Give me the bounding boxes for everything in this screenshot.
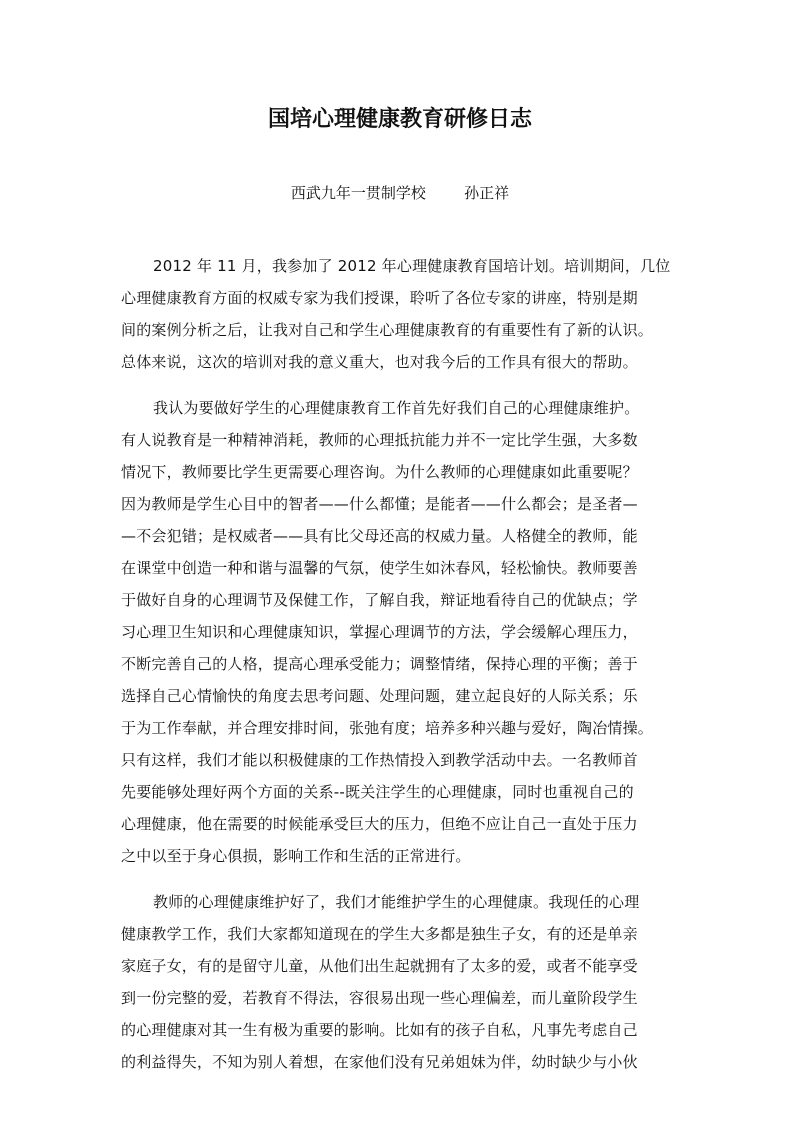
paragraph-line: 习心理卫生知识和心理健康知识，掌握心理调节的方法，学会缓解心理压力， bbox=[121, 623, 638, 641]
paragraph-line: 心理健康教育方面的权威专家为我们授课，聆听了各位专家的讲座，特别是期 bbox=[121, 289, 638, 307]
paragraph-line: 到一份完整的爱，若教育不得法，容很易出现一些心理偏差，而儿童阶段学生 bbox=[121, 989, 638, 1007]
author-name: 孙正祥 bbox=[464, 184, 510, 202]
author-byline bbox=[0, 181, 800, 205]
paragraph-line: 心理健康，他在需要的时候能承受巨大的压力，但绝不应让自己一直处于压力 bbox=[121, 815, 638, 833]
paragraph-line: 因为教师是学生心目中的智者——什么都懂；是能者——什么都会；是圣者— bbox=[121, 495, 638, 513]
paragraph-line: 间的案例分析之后，让我对自己和学生心理健康教育的有重要性有了新的认识。 bbox=[121, 321, 654, 339]
paragraph-line: 有人说教育是一种精神消耗，教师的心理抵抗能力并不一定比学生强，大多数 bbox=[121, 431, 638, 449]
paragraph-2 bbox=[121, 392, 681, 872]
paragraph-line: 于做好自身的心理调节及保健工作，了解自我，辩证地看待自己的优缺点；学 bbox=[121, 591, 638, 609]
paragraph-line: 2012 年 11 月，我参加了 2012 年心理健康教育国培计划。培训期间，几位 bbox=[153, 257, 671, 275]
paragraph-line: 只有这样，我们才能以积极健康的工作热情投入到教学活动中去。一名教师首 bbox=[121, 751, 638, 769]
document-body bbox=[121, 250, 681, 1092]
document-title: 国培心理健康教育研修日志 bbox=[267, 107, 532, 132]
paragraph-line: 教师的心理健康维护好了，我们才能维护学生的心理健康。我现任的心理 bbox=[153, 893, 640, 911]
paragraph-1 bbox=[121, 250, 681, 378]
paragraph-line: 先要能够处理好两个方面的关系--既关注学生的心理健康，同时也重视自己的 bbox=[121, 783, 634, 801]
paragraph-line: 家庭子女，有的是留守儿童，从他们出生起就拥有了太多的爱，或者不能享受 bbox=[121, 957, 638, 975]
paragraph-line: 情况下，教师要比学生更需要心理咨询。为什么教师的心理健康如此重要呢？ bbox=[121, 463, 638, 481]
paragraph-line: 健康教学工作，我们大家都知道现在的学生大多都是独生子女，有的还是单亲 bbox=[121, 925, 638, 943]
paragraph-line: 在课堂中创造一种和谐与温馨的气氛，使学生如沐春风，轻松愉快。教师要善 bbox=[121, 559, 638, 577]
paragraph-line: 我认为要做好学生的心理健康教育工作首先好我们自己的心理健康维护。 bbox=[153, 399, 640, 417]
paragraph-line: 之中以至于身心俱损，影响工作和生活的正常进行。 bbox=[121, 847, 471, 865]
paragraph-line: 于为工作奉献，并合理安排时间，张弛有度；培养多种兴趣与爱好，陶冶情操。 bbox=[121, 719, 654, 737]
paragraph-3 bbox=[121, 886, 681, 1078]
paragraph-line: 不断完善自己的人格，提高心理承受能力；调整情绪，保持心理的平衡；善于 bbox=[121, 655, 638, 673]
paragraph-line: 的利益得失，不知为别人着想，在家他们没有兄弟姐妹为伴，幼时缺少与小伙 bbox=[121, 1053, 638, 1071]
paragraph-line: —不会犯错；是权威者——具有比父母还高的权威力量。人格健全的教师，能 bbox=[121, 527, 638, 545]
paragraph-line: 总体来说，这次的培训对我的意义重大，也对我今后的工作具有很大的帮助。 bbox=[121, 353, 638, 371]
paragraph-line: 选择自己心情愉快的角度去思考问题、处理问题，建立起良好的人际关系；乐 bbox=[121, 687, 638, 705]
author-school: 西武九年一贯制学校 bbox=[290, 184, 426, 202]
paragraph-line: 的心理健康对其一生有极为重要的影响。比如有的孩子自私，凡事先考虑自己 bbox=[121, 1021, 638, 1039]
